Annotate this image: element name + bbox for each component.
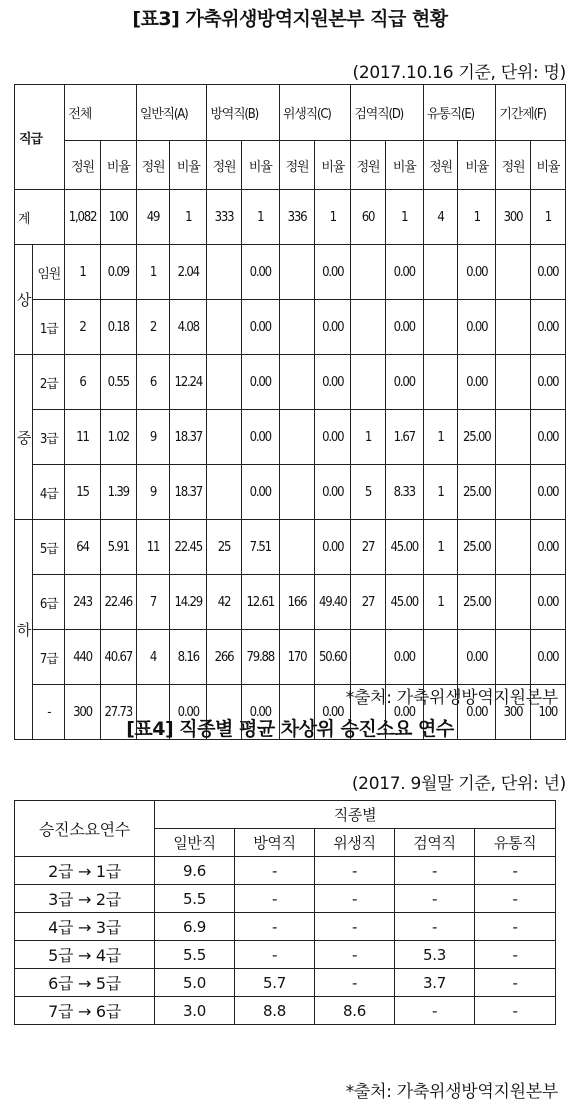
table-cell: 170 <box>279 630 314 685</box>
table-cell: 333 <box>207 190 241 245</box>
table-cell: 440 <box>65 630 100 685</box>
table-cell <box>496 355 530 410</box>
table-cell: 79.88 <box>241 630 279 685</box>
table4-header-row <box>15 801 556 829</box>
table-row <box>15 410 566 465</box>
table-cell: 0.00 <box>530 575 565 630</box>
table-cell <box>423 630 457 685</box>
table-cell: 1 <box>241 190 279 245</box>
sub-header: 비율 <box>458 141 496 190</box>
rank-label: - <box>33 685 65 740</box>
table-cell <box>496 630 530 685</box>
table-cell: 45.00 <box>385 520 423 575</box>
table-cell: 1 <box>530 190 565 245</box>
table-row <box>15 941 556 969</box>
table4-title: [표4] 직종별 평균 차상위 승진소요 연수 <box>126 718 454 740</box>
table-cell: 1 <box>423 575 457 630</box>
table-cell: 1.02 <box>100 410 136 465</box>
table-cell <box>351 245 385 300</box>
table-row <box>15 355 566 410</box>
sub-header: 정원 <box>351 141 385 190</box>
table-cell: 40.67 <box>100 630 136 685</box>
table-cell: 0.00 <box>385 685 423 740</box>
table-cell: - <box>475 969 556 997</box>
group-label: 상 <box>15 245 33 355</box>
table-cell: 100 <box>530 685 565 740</box>
table-cell <box>496 575 530 630</box>
category-header: 일반직(A) <box>136 85 207 141</box>
table-row <box>15 575 566 630</box>
table-cell: 0.00 <box>241 355 279 410</box>
sub-header: 비율 <box>170 141 207 190</box>
table-cell: 0.00 <box>530 410 565 465</box>
table-row <box>15 190 566 245</box>
table-cell <box>207 410 241 465</box>
table-cell: - <box>235 885 315 913</box>
table-cell: - <box>315 857 395 885</box>
table-cell: 3.0 <box>155 997 235 1025</box>
table-cell: 300 <box>496 190 530 245</box>
table-cell: 5.0 <box>155 969 235 997</box>
table-cell: 18.37 <box>170 465 207 520</box>
sub-header: 정원 <box>136 141 169 190</box>
table-cell: 2 <box>65 300 100 355</box>
sub-header: 정원 <box>207 141 241 190</box>
total-label: 계 <box>15 190 65 245</box>
table-cell <box>279 465 314 520</box>
table-cell: 3.7 <box>395 969 475 997</box>
table-cell: 9.6 <box>155 857 235 885</box>
table-cell <box>496 245 530 300</box>
category-header: 기간제(F) <box>496 85 566 141</box>
table-row <box>15 465 566 520</box>
table-cell: 300 <box>496 685 530 740</box>
table-cell: 0.00 <box>385 355 423 410</box>
table-cell: 0.55 <box>100 355 136 410</box>
promotion-step-label: 6급 → 5급 <box>15 969 155 997</box>
table-cell: - <box>475 941 556 969</box>
table-cell: 5.5 <box>155 941 235 969</box>
rank-label: 임원 <box>33 245 65 300</box>
group-label: 하 <box>15 520 33 740</box>
table-cell: 0.00 <box>241 300 279 355</box>
table-cell: 25 <box>207 520 241 575</box>
table-cell: 8.8 <box>235 997 315 1025</box>
table-cell: 8.33 <box>385 465 423 520</box>
group-label: 중 <box>15 355 33 520</box>
table-cell: 5 <box>351 465 385 520</box>
table-cell: 0.00 <box>315 300 351 355</box>
table-cell: 1 <box>423 520 457 575</box>
rank-label: 7급 <box>33 630 65 685</box>
category-header: 위생직(C) <box>279 85 351 141</box>
table-cell: 1,082 <box>65 190 100 245</box>
table-cell: 1 <box>423 465 457 520</box>
table-cell: 0.09 <box>100 245 136 300</box>
rank-label: 2급 <box>33 355 65 410</box>
table-cell: - <box>235 913 315 941</box>
table-cell: 11 <box>65 410 100 465</box>
table-cell: 11 <box>136 520 169 575</box>
table-cell <box>279 245 314 300</box>
job-type-header: 직종별 <box>155 801 556 829</box>
table-row <box>15 885 556 913</box>
table-cell: 243 <box>65 575 100 630</box>
table-cell: 7.51 <box>241 520 279 575</box>
table-cell: 45.00 <box>385 575 423 630</box>
table-cell: - <box>475 997 556 1025</box>
table-cell: - <box>475 913 556 941</box>
table-cell: 0.00 <box>315 245 351 300</box>
table-cell: 5.5 <box>155 885 235 913</box>
sub-header: 비율 <box>100 141 136 190</box>
table-cell <box>279 355 314 410</box>
table-cell <box>496 410 530 465</box>
table-cell: 1.67 <box>385 410 423 465</box>
table3-title: [표3] 가축위생방역지원본부 직급 현황 <box>132 8 448 30</box>
table-cell: 49 <box>136 190 169 245</box>
table-cell: 0.00 <box>530 520 565 575</box>
table-cell: - <box>315 969 395 997</box>
table-cell: 2.04 <box>170 245 207 300</box>
table-row <box>15 997 556 1025</box>
table-cell: 18.37 <box>170 410 207 465</box>
promotion-step-label: 5급 → 4급 <box>15 941 155 969</box>
table-cell: 300 <box>65 685 100 740</box>
table-cell <box>207 300 241 355</box>
table-cell: 100 <box>100 190 136 245</box>
table-cell: 0.00 <box>530 355 565 410</box>
table4-unit-note: (2017. 9월말 기준, 단위: 년) <box>351 774 566 794</box>
table-cell: 0.00 <box>458 630 496 685</box>
table-cell: 8.6 <box>315 997 395 1025</box>
category-header: 검역직(D) <box>351 85 424 141</box>
table-cell: 0.00 <box>241 245 279 300</box>
table-cell: 22.45 <box>170 520 207 575</box>
table-cell: 6 <box>136 355 169 410</box>
table-cell: 4 <box>136 630 169 685</box>
table-row <box>15 520 566 575</box>
table-row <box>15 969 556 997</box>
table-cell: 0.00 <box>315 355 351 410</box>
table-cell: - <box>235 941 315 969</box>
job-type-column: 유통직 <box>475 829 556 857</box>
table-cell: 6 <box>65 355 100 410</box>
table3-source: *출처: 가축위생방역지원본부 <box>345 688 558 708</box>
table-cell: 0.00 <box>385 300 423 355</box>
table-cell: 0.00 <box>530 245 565 300</box>
table-cell: - <box>315 913 395 941</box>
table-cell: 266 <box>207 630 241 685</box>
promotion-step-label: 7급 → 6급 <box>15 997 155 1025</box>
table-cell: 0.18 <box>100 300 136 355</box>
rank-label: 6급 <box>33 575 65 630</box>
job-type-column: 검역직 <box>395 829 475 857</box>
table-cell: 4 <box>423 190 457 245</box>
table-cell <box>207 245 241 300</box>
table-cell: 1 <box>423 410 457 465</box>
table-cell: 0.00 <box>458 300 496 355</box>
table-cell: 1 <box>170 190 207 245</box>
table-cell: 27 <box>351 575 385 630</box>
table-cell: 9 <box>136 410 169 465</box>
table-cell: 1.39 <box>100 465 136 520</box>
table-cell: 25.00 <box>458 575 496 630</box>
table-row <box>15 913 556 941</box>
table-cell: 1 <box>385 190 423 245</box>
table-cell <box>279 300 314 355</box>
table-cell: 1 <box>351 410 385 465</box>
table-cell: 0.00 <box>315 520 351 575</box>
table-cell: 6.9 <box>155 913 235 941</box>
table-cell: 1 <box>458 190 496 245</box>
sub-header: 비율 <box>315 141 351 190</box>
table-cell: - <box>395 913 475 941</box>
table-cell: 5.3 <box>395 941 475 969</box>
table-cell: 0.00 <box>530 300 565 355</box>
promotion-years-table <box>14 800 556 1025</box>
table-row <box>15 630 566 685</box>
table-cell <box>423 355 457 410</box>
job-type-column: 방역직 <box>235 829 315 857</box>
rank-status-table <box>14 84 566 740</box>
table-cell: 50.60 <box>315 630 351 685</box>
table-cell <box>279 520 314 575</box>
table-cell: 5.7 <box>235 969 315 997</box>
table-cell: 0.00 <box>458 245 496 300</box>
table3-subheader-row <box>15 141 566 190</box>
table3-unit-note: (2017.10.16 기준, 단위: 명) <box>352 63 566 83</box>
table-cell: 336 <box>279 190 314 245</box>
rank-label: 3급 <box>33 410 65 465</box>
table-cell: 8.16 <box>170 630 207 685</box>
table3-header-row <box>15 85 566 141</box>
sub-header: 비율 <box>530 141 565 190</box>
sub-header: 비율 <box>385 141 423 190</box>
table-cell: 1 <box>315 190 351 245</box>
table-cell: 49.40 <box>315 575 351 630</box>
table-cell: 0.00 <box>385 630 423 685</box>
table-cell: 4.08 <box>170 300 207 355</box>
table-cell: 25.00 <box>458 520 496 575</box>
table-cell: 0.00 <box>530 465 565 520</box>
rank-label: 4급 <box>33 465 65 520</box>
table-cell: 2 <box>136 300 169 355</box>
table-cell <box>207 355 241 410</box>
table-cell: 9 <box>136 465 169 520</box>
table-cell: 15 <box>65 465 100 520</box>
table-row <box>15 857 556 885</box>
table-cell: 0.00 <box>530 630 565 685</box>
table-cell: 64 <box>65 520 100 575</box>
table-cell <box>423 245 457 300</box>
table-cell <box>496 520 530 575</box>
table-cell: 12.24 <box>170 355 207 410</box>
table-cell <box>423 300 457 355</box>
table-cell: 1 <box>136 245 169 300</box>
table-cell <box>496 465 530 520</box>
promotion-years-header: 승진소요연수 <box>15 801 155 857</box>
table-cell: 42 <box>207 575 241 630</box>
table-cell <box>496 300 530 355</box>
sub-header: 정원 <box>65 141 100 190</box>
rank-label: 5급 <box>33 520 65 575</box>
table-cell <box>279 410 314 465</box>
category-header: 방역직(B) <box>207 85 280 141</box>
table-cell <box>351 355 385 410</box>
category-header: 유통직(E) <box>423 85 496 141</box>
job-type-column: 일반직 <box>155 829 235 857</box>
table-cell: 166 <box>279 575 314 630</box>
sub-header: 정원 <box>496 141 530 190</box>
job-type-column: 위생직 <box>315 829 395 857</box>
table-cell: 0.00 <box>458 355 496 410</box>
table-cell: - <box>395 857 475 885</box>
sub-header: 비율 <box>241 141 279 190</box>
table-cell: 1 <box>65 245 100 300</box>
table-cell <box>351 630 385 685</box>
table-cell: 0.00 <box>315 465 351 520</box>
table-cell: 0.00 <box>241 410 279 465</box>
table-cell: 0.00 <box>385 245 423 300</box>
table-cell: - <box>235 857 315 885</box>
table-cell: - <box>315 885 395 913</box>
sub-header: 정원 <box>279 141 314 190</box>
table-cell: 0.00 <box>170 685 207 740</box>
table-cell: 5.91 <box>100 520 136 575</box>
category-header: 전체 <box>65 85 137 141</box>
table-cell: 22.46 <box>100 575 136 630</box>
table-cell: 60 <box>351 190 385 245</box>
table-cell: 25.00 <box>458 465 496 520</box>
table-cell: 0.00 <box>315 685 351 740</box>
table-cell: 0.00 <box>241 465 279 520</box>
table-cell: 27.73 <box>100 685 136 740</box>
rank-header: 직급 <box>15 85 65 190</box>
table-row <box>15 300 566 355</box>
table-cell <box>207 465 241 520</box>
promotion-step-label: 4급 → 3급 <box>15 913 155 941</box>
table-cell: - <box>475 857 556 885</box>
table-cell <box>351 300 385 355</box>
table-cell: 0.00 <box>241 685 279 740</box>
promotion-step-label: 2급 → 1급 <box>15 857 155 885</box>
table-cell: - <box>315 941 395 969</box>
table-cell: 0.00 <box>315 410 351 465</box>
sub-header: 정원 <box>423 141 457 190</box>
rank-label: 1급 <box>33 300 65 355</box>
table-cell: - <box>395 885 475 913</box>
table-cell: 0.00 <box>458 685 496 740</box>
table-cell: 14.29 <box>170 575 207 630</box>
table-cell: - <box>395 997 475 1025</box>
table-cell: - <box>475 885 556 913</box>
table-cell: 12.61 <box>241 575 279 630</box>
table-cell: 25.00 <box>458 410 496 465</box>
table4-source: *출처: 가축위생방역지원본부 <box>345 1082 558 1102</box>
promotion-step-label: 3급 → 2급 <box>15 885 155 913</box>
table-row <box>15 245 566 300</box>
table-cell: 27 <box>351 520 385 575</box>
table-cell: 7 <box>136 575 169 630</box>
